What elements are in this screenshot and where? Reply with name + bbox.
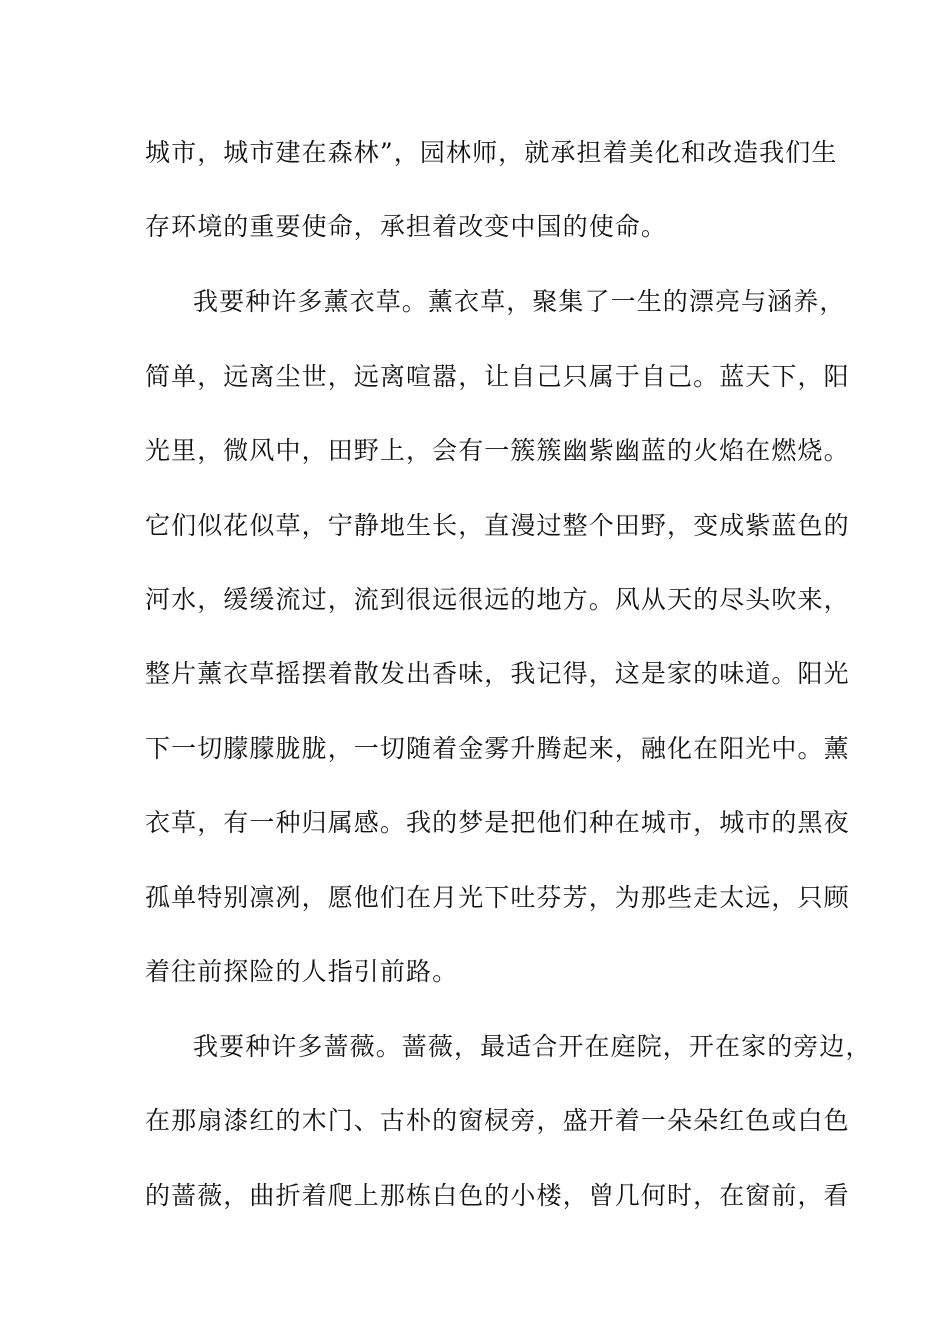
text-line: 整片薰衣草摇摆着散发出香味，我记得，这是家的味道。阳光	[145, 659, 850, 688]
text-line: 它们似花似草，宁静地生长，直漫过整个田野，变成紫蓝色的	[145, 511, 850, 540]
text-line: 城市，城市建在森林”，园林师，就承担着美化和改造我们生	[145, 138, 838, 167]
text-line: 下一切朦朦胧胧，一切随着金雾升腾起来，融化在阳光中。薰	[145, 734, 850, 763]
text-line: 孤单特别凛冽，愿他们在月光下吐芬芳，为那些走太远，只顾	[145, 883, 850, 912]
text-line: 着往前探险的人指引前路。	[145, 957, 459, 986]
text-line: 简单，远离尘世，远离喧嚣，让自己只属于自己。蓝天下，阳	[145, 362, 850, 391]
text-line: 衣草，有一种归属感。我的梦是把他们种在城市，城市的黑夜	[145, 808, 850, 837]
text-line: 河水，缓缓流过，流到很远很远的地方。风从天的尽头吹来，	[145, 585, 850, 614]
paragraph-start-line: 我要种许多蔷薇。蔷薇，最适合开在庭院，开在家的旁边，	[193, 1032, 872, 1061]
text-line: 存环境的重要使命，承担着改变中国的使命。	[145, 212, 668, 241]
text-line: 在那扇漆红的木门、古朴的窗棂旁，盛开着一朵朵红色或白色	[145, 1106, 850, 1135]
paragraph-start-line: 我要种许多薰衣草。薰衣草，聚集了一生的漂亮与涵养，	[193, 287, 846, 316]
text-line: 光里，微风中，田野上，会有一簇簇幽紫幽蓝的火焰在燃烧。	[145, 436, 850, 465]
text-line: 的蔷薇，曲折着爬上那栋白色的小楼，曾几何时，在窗前，看	[145, 1181, 850, 1210]
